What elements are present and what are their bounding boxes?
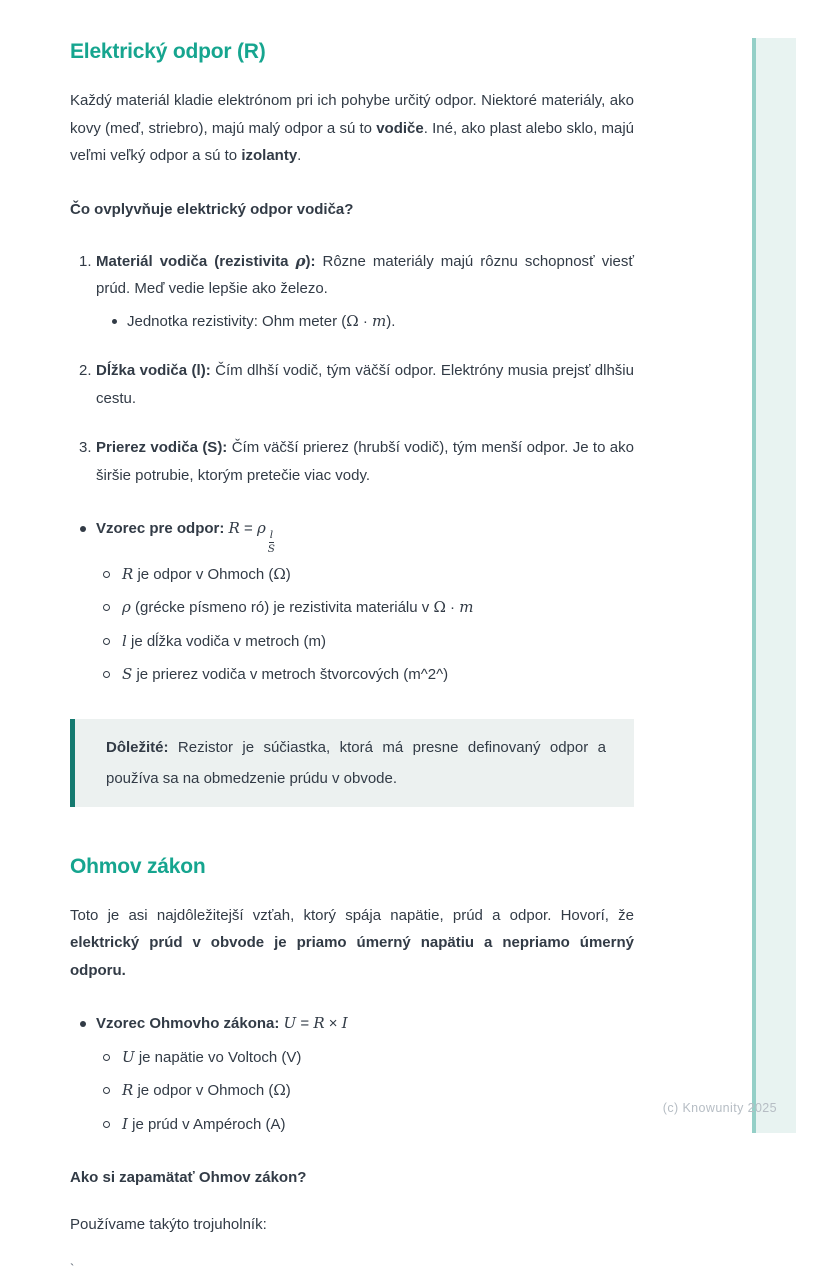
circle-bullet-icon [103,638,110,645]
legend-item-R2 [96,1077,634,1105]
resistance-formula-text: Vzorec pre odpor: R = ρ $\frac{l}{S}$ [96,519,275,556]
legend-R2-text: R je odpor v Ohmoch (Ω) [122,1081,291,1100]
section-title-electrical-resistance: Elektrický odpor (R) [70,40,266,63]
list-number: 2. [79,362,92,379]
legend-item-R [96,561,634,589]
subheading-remember-question: Ako si zapamätať Ohmov zákon? [70,1169,307,1187]
resistance-intro-paragraph: Každý materiál kladie elektrónom pri ich pohybe určitý odpor. Niektoré materiály, ako kovy (meď, striebro), majú malý odpor a sú to vodiče. Iné, ako plast alebo sklo, majú veľmi veľký odpor a sú to izolanty. [70,92,634,164]
legend-R-text: R je odpor v Ohmoch (Ω) [122,564,291,583]
factor-item-material [70,248,634,336]
factor-item-length [70,357,634,412]
legend-U-text: U je napätie vo Voltoch (V) [122,1047,302,1066]
resistance-factors-list [70,248,634,490]
list-number: 1. [79,252,92,270]
document-content-column [70,0,634,1282]
legend-rho-text: ρ (grécke písmeno ró) je rezistivita materiálu v Ω · m [122,598,474,617]
legend-I-text: I je prúd v Ampéroch (A) [122,1114,286,1133]
legend-item-S [96,661,634,689]
circle-bullet-icon [103,671,110,678]
ohms-law-formula-text: Vzorec Ohmovho zákona: U = R × I [96,1014,348,1033]
disc-bullet-icon [80,1021,86,1027]
factor-item-cross-section [70,434,634,489]
list-number: 3. [79,439,92,456]
footer-credit: (c) Knowunity 2025 [662,1101,777,1115]
circle-bullet-icon [103,571,110,578]
stray-backtick-character: ` [70,1260,75,1276]
legend-l-text: l je dĺžka vodiča v metroch (m) [122,631,327,650]
legend-item-U [96,1044,634,1072]
resistance-formula-list [70,515,634,689]
resistivity-unit-item [96,308,634,336]
resistivity-unit-sublist [96,308,634,336]
circle-bullet-icon [103,1121,110,1128]
resistance-formula-legend [96,561,634,689]
circle-bullet-icon [103,1054,110,1061]
legend-item-I [96,1111,634,1139]
resistance-formula-item [70,515,634,689]
factor-cross-section-text: Prierez vodiča (S): Čím väčší prierez (hrubší vodič), tým menší odpor. Je to ako širšie potrubie, ktorým pretečie viac vody. [96,439,634,484]
ohms-law-intro-paragraph: Toto je asi najdôležitejší vzťah, ktorý spája napätie, prúd a odpor. Hovorí, že elektrický prúd v obvode je priamo úmerný napätiu a nepriamo úmerný odporu. [70,906,634,979]
circle-bullet-icon [103,604,110,611]
triangle-intro-paragraph: Používame takýto trojuholník: [70,1216,267,1234]
factor-length-text: Dĺžka vodiča (l): Čím dlhší vodič, tým väčší odpor. Elektróny musia prejsť dlhšiu cestu. [96,362,634,407]
disc-bullet-icon [80,526,86,532]
subheading-resistance-question: Čo ovplyvňuje elektrický odpor vodiča? [70,200,354,218]
ohms-law-formula-item [70,1010,634,1138]
legend-item-l [96,628,634,656]
fraction: $\frac{l}{S}$ [267,528,275,556]
section-title-ohms-law: Ohmov zákon [70,854,206,878]
important-callout-text: Dôležité: Rezistor je súčiastka, ktorá má presne definovaný odpor a používa sa na obmedzenie prúdu v obvode. [106,738,606,787]
ohms-law-formula-list [70,1010,634,1138]
important-callout-box [70,719,634,807]
circle-bullet-icon [103,1087,110,1094]
disc-bullet-icon [112,319,117,324]
resistivity-unit-text: Jednotka rezistivity: Ohm meter (Ω · m). [127,311,396,330]
factor-material-text: Materiál vodiča (rezistivita ρ): Rôzne materiály majú rôznu schopnosť viesť prúd. Meď vedie lepšie ako železo. [96,251,634,297]
legend-item-rho [96,594,634,622]
legend-S-text: S je prierez vodiča v metroch štvorcových (m^2^) [122,665,449,684]
ohms-law-formula-legend [96,1044,634,1139]
page-edge-decoration-bar [752,38,796,1133]
